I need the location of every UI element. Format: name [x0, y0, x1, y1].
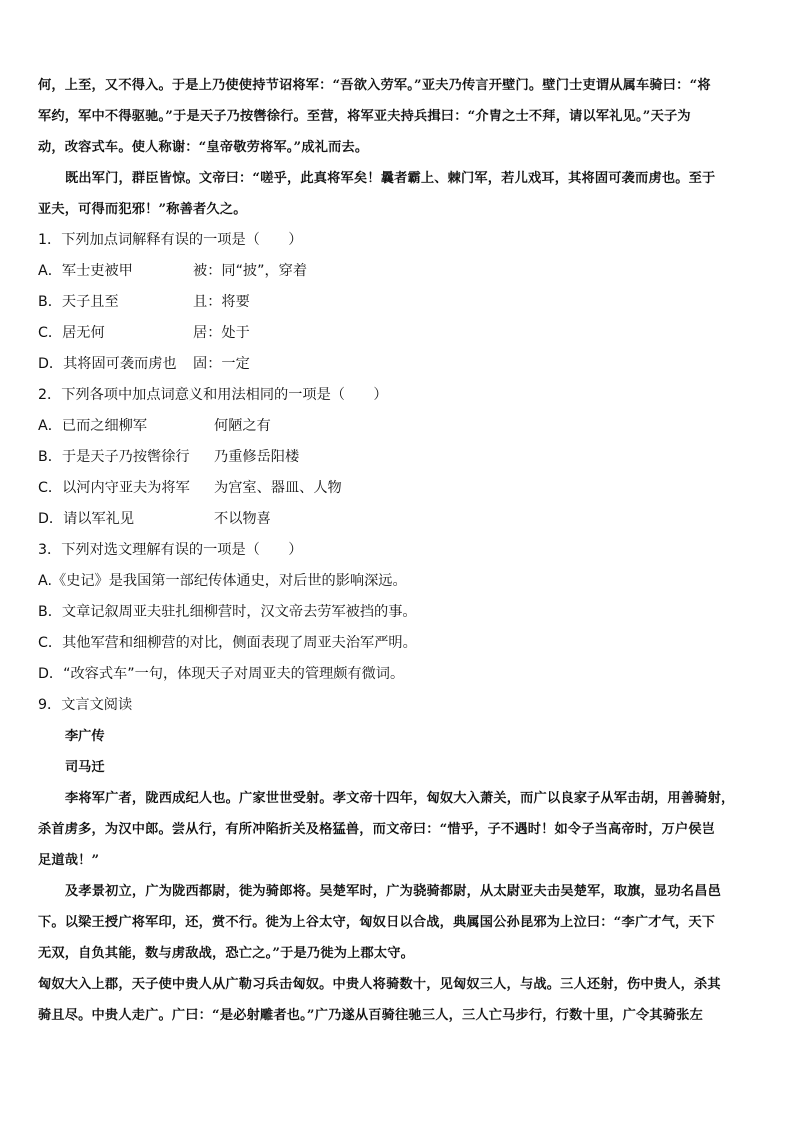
- passage-line: 杀首虏多，为汉中郎。尝从行，有所冲陷折关及格猛兽，而文帝曰：“惜乎，子不遇时！如令子当高帝时，万户侯岂: [38, 822, 716, 837]
- passage-author: 司马迁: [65, 760, 105, 775]
- passage-line: 何，上至，又不得入。于是上乃使使持节诏将军：“吾欲入劳军。”亚夫乃传言开壁门。壁门士吏谓从属车骑曰：“将: [38, 78, 711, 93]
- q1-option-b: [38, 287, 760, 318]
- passage-line: 动，改容式车。使人称谢：“皇帝敬劳将军。”成礼而去。: [38, 140, 369, 155]
- q1-option-c: [38, 318, 760, 349]
- option-label: B．天子且至: [38, 294, 119, 310]
- passage-line: 匈奴大入上郡，天子使中贵人从广勒习兵击匈奴。中贵人将骑数十，见匈奴三人，与战。三人还射，伤中贵人，杀其: [38, 977, 721, 992]
- q3-option-b: B．文章记叙周亚夫驻扎细柳营时，汉文帝去劳军被挡的事。: [38, 604, 417, 620]
- q1-option-a: [38, 256, 760, 287]
- option-compare: 何陋之有: [214, 418, 271, 434]
- q2-option-d: [38, 504, 760, 535]
- option-explanation: 固：一定: [193, 356, 250, 372]
- question-2: 2．下列各项中加点词意义和用法相同的一项是（ ）: [38, 387, 388, 403]
- option-label: A．已而之细柳军: [38, 418, 148, 434]
- passage-line: 亚夫，可得而犯邪！”称善者久之。: [38, 202, 247, 217]
- passage-line: 李将军广者，陇西成纪人也。广家世世受射。孝文帝十四年，匈奴大入萧关，而广以良家子从军击胡，用善骑射，: [65, 791, 735, 806]
- option-label: D．请以军礼见: [38, 511, 135, 527]
- section-heading: 9．文言文阅读: [38, 697, 133, 713]
- question-1: 1．下列加点词解释有误的一项是（ ）: [38, 232, 303, 248]
- option-explanation: 且：将要: [193, 294, 250, 310]
- option-label: C．以河内守亚夫为将军: [38, 480, 190, 496]
- option-label: A．军士吏被甲: [38, 263, 133, 279]
- q3-option-c: C．其他军营和细柳营的对比，侧面表现了周亚夫治军严明。: [38, 635, 417, 651]
- passage-line: 既出军门，群臣皆惊。文帝曰：“嗟乎，此真将军矣！曩者霸上、棘门军，若儿戏耳，其将固可袭而虏也。至于: [65, 171, 716, 186]
- option-label: D．其将固可袭而虏也: [38, 356, 177, 372]
- passage-line: 军约，军中不得驱驰。”于是天子乃按辔徐行。至营，将军亚夫持兵揖曰：“介胄之士不拜，请以军礼见。”天子为: [38, 109, 691, 124]
- passage-line: 无双，自负其能，数与虏敌战，恐亡之。”于是乃徙为上郡太守。: [38, 946, 415, 961]
- q2-option-b: [38, 442, 760, 473]
- q3-option-d: D．“改容式车”一句，体现天子对周亚夫的管理颇有微词。: [38, 666, 405, 682]
- q2-option-a: [38, 411, 760, 442]
- passage-line: 足道哉！”: [38, 853, 100, 868]
- document-page: [38, 70, 760, 1031]
- passage-line: 骑且尽。中贵人走广。广曰：“是必射雕者也。”广乃遂从百骑往驰三人，三人亡马步行，行数十里，广令其骑张左: [38, 1008, 703, 1023]
- q2-option-c: [38, 473, 760, 504]
- option-label: B．于是天子乃按辔徐行: [38, 449, 190, 465]
- q3-option-a: A.《史记》是我国第一部纪传体通史，对后世的影响深远。: [38, 573, 407, 589]
- passage-line: 及孝景初立，广为陇西都尉，徙为骑郎将。吴楚军时，广为骁骑都尉，从太尉亚夫击吴楚军，取旗，显功名昌邑: [65, 884, 721, 899]
- option-compare: 不以物喜: [214, 511, 271, 527]
- question-3: 3．下列对选文理解有误的一项是（ ）: [38, 542, 303, 558]
- passage-line: 下。以梁王授广将军印，还，赏不行。徙为上谷太守，匈奴日以合战，典属国公孙昆邪为上泣曰：“李广才气，天下: [38, 915, 716, 930]
- option-compare: 乃重修岳阳楼: [214, 449, 300, 465]
- q1-option-d: [38, 349, 760, 380]
- option-label: C．居无何: [38, 325, 105, 341]
- passage-title: 李广传: [65, 729, 105, 744]
- option-compare: 为宫室、器皿、人物: [214, 480, 342, 496]
- option-explanation: 居：处于: [193, 325, 250, 341]
- option-explanation: 被：同“披”，穿着: [193, 263, 308, 279]
